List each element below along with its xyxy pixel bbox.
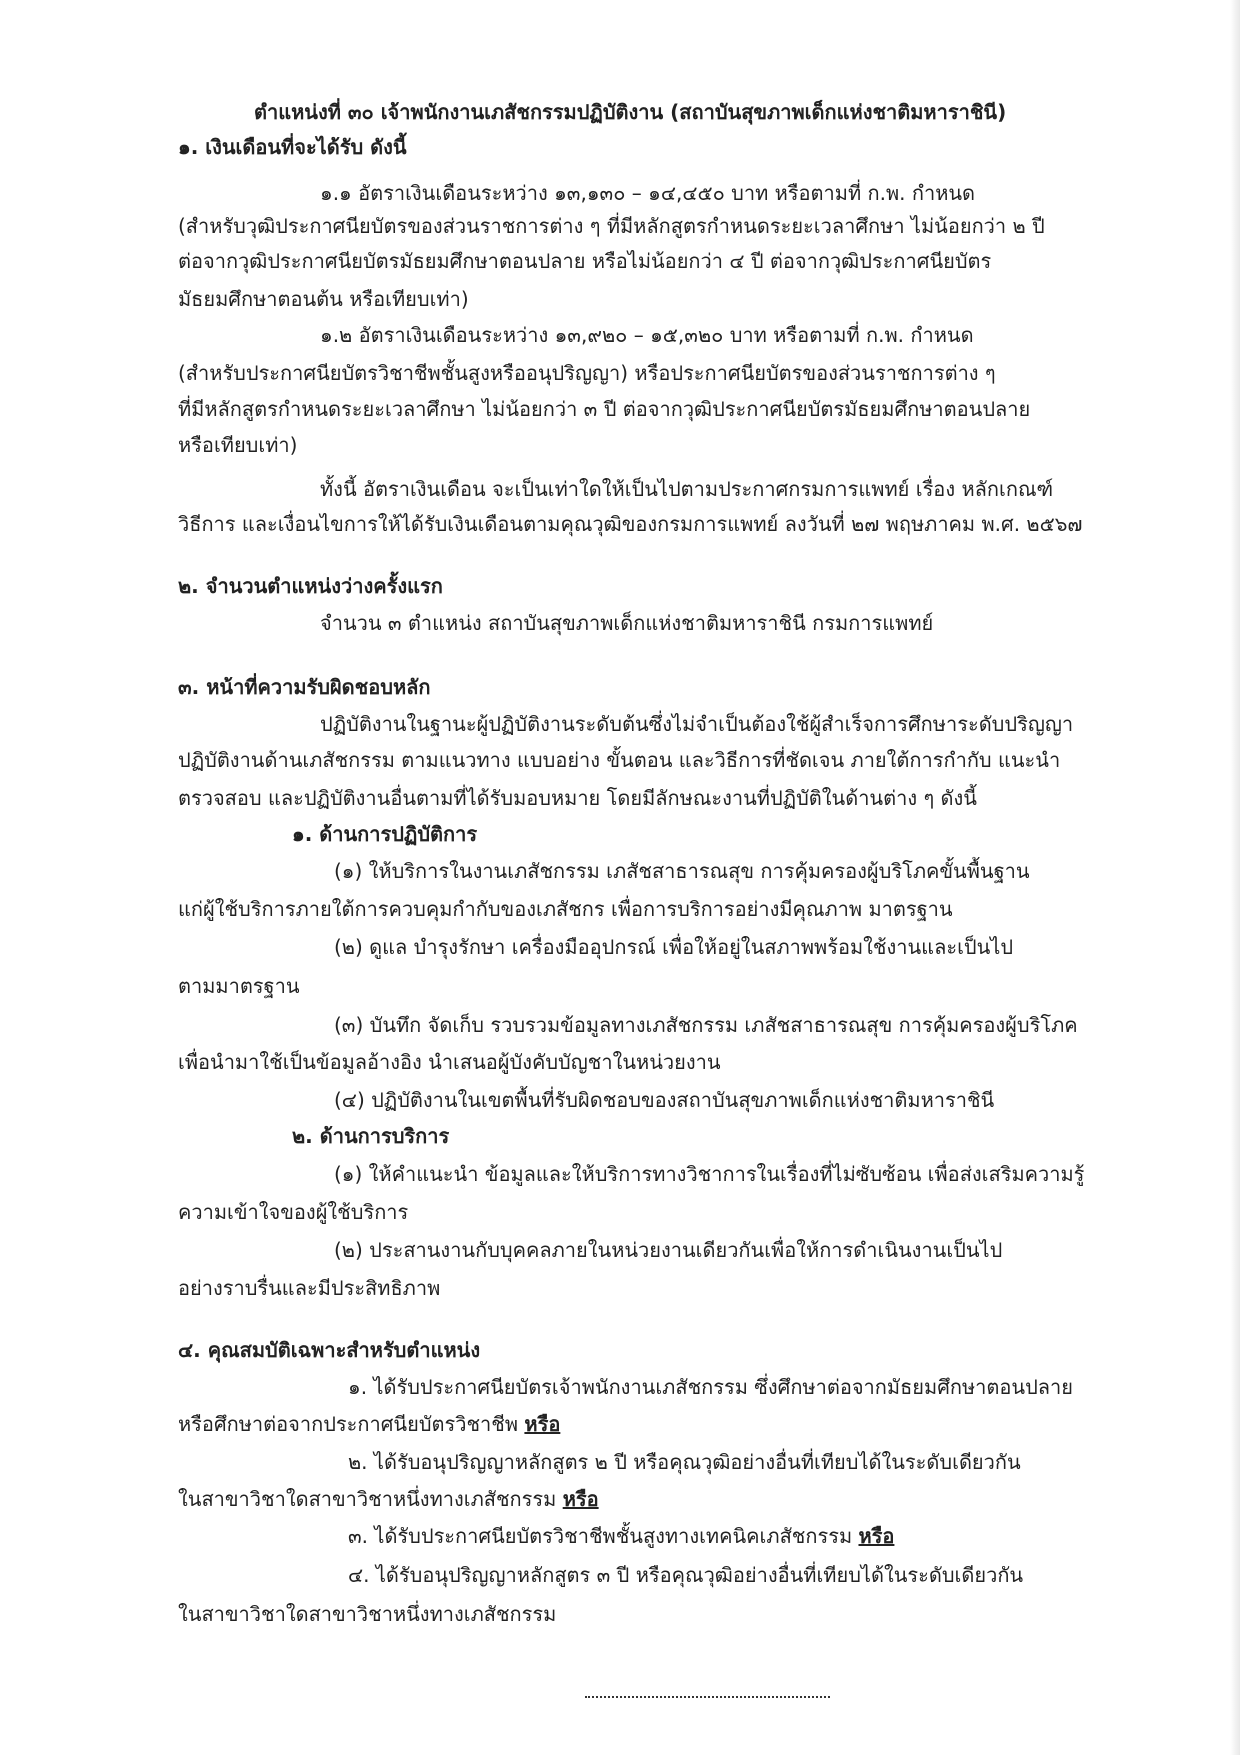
s4-q4-line-1: ๔. ได้รับอนุปริญญาหลักสูตร ๓ ปี หรือคุณวุฒิอย่างอื่นที่เทียบได้ในระดับเดียวกัน <box>348 1563 1024 1587</box>
s1-p1-line-2: (สำหรับวุฒิประกาศนียบัตรของส่วนราชการต่าง ๆ ที่มีหลักสูตรกำหนดระยะเวลาศึกษา ไม่น้อยกว่า ๒ ปี <box>178 214 1045 238</box>
s3-sub1-item-3-line-2: เพื่อนำมาใช้เป็นข้อมูลอ้างอิง นำเสนอผู้บังคับบัญชาในหน่วยงาน <box>178 1050 721 1074</box>
s4-q2-line-1: ๒. ได้รับอนุปริญญาหลักสูตร ๒ ปี หรือคุณวุฒิอย่างอื่นที่เทียบได้ในระดับเดียวกัน <box>348 1450 1021 1474</box>
s1-p1-line-3: ต่อจากวุฒิประกาศนียบัตรมัธยมศึกษาตอนปลาย หรือไม่น้อยกว่า ๔ ปี ต่อจากวุฒิประกาศนียบัตร <box>178 249 992 273</box>
s4-q1-line-2 <box>178 1410 560 1438</box>
s3-sub2-item-1-line-1: (๑) ให้คำแนะนำ ข้อมูลและให้บริการทางวิชาการในเรื่องที่ไม่ซับซ้อน เพื่อส่งเสริมความรู้ <box>334 1162 1085 1186</box>
s3-sub2-heading: ๒. ด้านการบริการ <box>292 1124 450 1148</box>
s1-p1-line-1: ๑.๑ อัตราเงินเดือนระหว่าง ๑๓,๑๓๐ – ๑๔,๔๕๐ บาท หรือตามที่ ก.พ. กำหนด <box>320 181 976 205</box>
s3-intro-line-3: ตรวจสอบ และปฏิบัติงานอื่นตามที่ได้รับมอบหมาย โดยมีลักษณะงานที่ปฏิบัติในด้านต่าง ๆ ดังนี้ <box>178 786 977 810</box>
s3-sub1-item-1-line-2: แก่ผู้ใช้บริการภายใต้การควบคุมกำกับของเภสัชกร เพื่อการบริการอย่างมีคุณภาพ มาตรฐาน <box>178 897 953 921</box>
s4-q1-line-1: ๑. ได้รับประกาศนียบัตรเจ้าพนักงานเภสัชกรรม ซึ่งศึกษาต่อจากมัธยมศึกษาตอนปลาย <box>348 1375 1073 1399</box>
s3-sub1-item-2-line-1: (๒) ดูแล บำรุงรักษา เครื่องมืออุปกรณ์ เพื่อให้อยู่ในสภาพพร้อมใช้งานและเป็นไป <box>334 935 1014 959</box>
s3-sub1-item-4-line-1: (๔) ปฏิบัติงานในเขตพื้นที่รับผิดชอบของสถาบันสุขภาพเด็กแห่งชาติมหาราชินี <box>334 1088 995 1112</box>
section-3-heading: ๓. หน้าที่ความรับผิดชอบหลัก <box>178 675 431 699</box>
end-dotted-line <box>585 1696 830 1698</box>
s1-p2-line-2: (สำหรับประกาศนียบัตรวิชาชีพชั้นสูงหรืออนุปริญญา) หรือประกาศนียบัตรของส่วนราชการต่าง ๆ <box>178 361 996 385</box>
s3-sub2-item-2-line-2: อย่างราบรื่นและมีประสิทธิภาพ <box>178 1276 441 1300</box>
s3-sub2-item-2-line-1: (๒) ประสานงานกับบุคคลภายในหน่วยงานเดียวกันเพื่อให้การดำเนินงานเป็นไป <box>334 1238 1003 1262</box>
or-emphasis-2: หรือ <box>562 1487 599 1511</box>
s4-q2-line-2-text: ในสาขาวิชาใดสาขาวิชาหนึ่งทางเภสัชกรรม <box>178 1487 557 1511</box>
s3-sub1-item-1-line-1: (๑) ให้บริการในงานเภสัชกรรม เภสัชสาธารณสุข การคุ้มครองผู้บริโภคขั้นพื้นฐาน <box>334 859 1030 883</box>
s1-p2-line-4: หรือเทียบเท่า) <box>178 433 298 457</box>
s1-p2-line-3: ที่มีหลักสูตรกำหนดระยะเวลาศึกษา ไม่น้อยกว่า ๓ ปี ต่อจากวุฒิประกาศนียบัตรมัธยมศึกษาตอนปลาย <box>178 397 1031 421</box>
s3-intro-line-1: ปฏิบัติงานในฐานะผู้ปฏิบัติงานระดับต้นซึ่งไม่จำเป็นต้องใช้ผู้สำเร็จการศึกษาระดับปริญญา <box>320 712 1074 736</box>
section-2-heading: ๒. จำนวนตำแหน่งว่างครั้งแรก <box>178 574 443 598</box>
page-title: ตำแหน่งที่ ๓๐ เจ้าพนักงานเภสัชกรรมปฏิบัติงาน (สถาบันสุขภาพเด็กแห่งชาติมหาราชินี) <box>254 100 1007 124</box>
s3-sub1-item-2-line-2: ตามมาตรฐาน <box>178 974 300 998</box>
s1-p3-line-2: วิธีการ และเงื่อนไขการให้ได้รับเงินเดือนตามคุณวุฒิของกรมการแพทย์ ลงวันที่ ๒๗ พฤษภาคม พ.ศ. ๒๕๖๗ <box>178 512 1083 536</box>
s1-p2-line-1: ๑.๒ อัตราเงินเดือนระหว่าง ๑๓,๙๒๐ – ๑๕,๓๒๐ บาท หรือตามที่ ก.พ. กำหนด <box>320 323 974 347</box>
s3-sub1-heading: ๑. ด้านการปฏิบัติการ <box>292 822 478 846</box>
section-1-heading: ๑. เงินเดือนที่จะได้รับ ดังนี้ <box>178 135 407 159</box>
s2-text: จำนวน ๓ ตำแหน่ง สถาบันสุขภาพเด็กแห่งชาติมหาราชินี กรมการแพทย์ <box>320 611 934 635</box>
or-emphasis-1: หรือ <box>524 1412 561 1436</box>
s4-q3-line-1 <box>348 1522 894 1550</box>
s3-sub2-item-1-line-2: ความเข้าใจของผู้ใช้บริการ <box>178 1200 409 1224</box>
s1-p1-line-4: มัธยมศึกษาตอนต้น หรือเทียบเท่า) <box>178 287 469 311</box>
s3-sub1-item-3-line-1: (๓) บันทึก จัดเก็บ รวบรวมข้อมูลทางเภสัชกรรม เภสัชสาธารณสุข การคุ้มครองผู้บริโภค <box>334 1013 1078 1037</box>
section-4-heading: ๔. คุณสมบัติเฉพาะสำหรับตำแหน่ง <box>178 1338 481 1362</box>
s4-q3-line-1-text: ๓. ได้รับประกาศนียบัตรวิชาชีพชั้นสูงทางเทคนิคเภสัชกรรม <box>348 1524 853 1548</box>
or-emphasis-3: หรือ <box>858 1524 895 1548</box>
s1-p3-line-1: ทั้งนี้ อัตราเงินเดือน จะเป็นเท่าใดให้เป็นไปตามประกาศกรมการแพทย์ เรื่อง หลักเกณฑ์ <box>320 477 1054 501</box>
s3-intro-line-2: ปฏิบัติงานด้านเภสัชกรรม ตามแนวทาง แบบอย่าง ขั้นตอน และวิธีการที่ชัดเจน ภายใต้การกำกับ แนะนำ <box>178 748 1061 772</box>
s4-q2-line-2 <box>178 1485 599 1513</box>
s4-q4-line-2: ในสาขาวิชาใดสาขาวิชาหนึ่งทางเภสัชกรรม <box>178 1602 557 1626</box>
s4-q1-line-2-text: หรือศึกษาต่อจากประกาศนียบัตรวิชาชีพ <box>178 1412 519 1436</box>
